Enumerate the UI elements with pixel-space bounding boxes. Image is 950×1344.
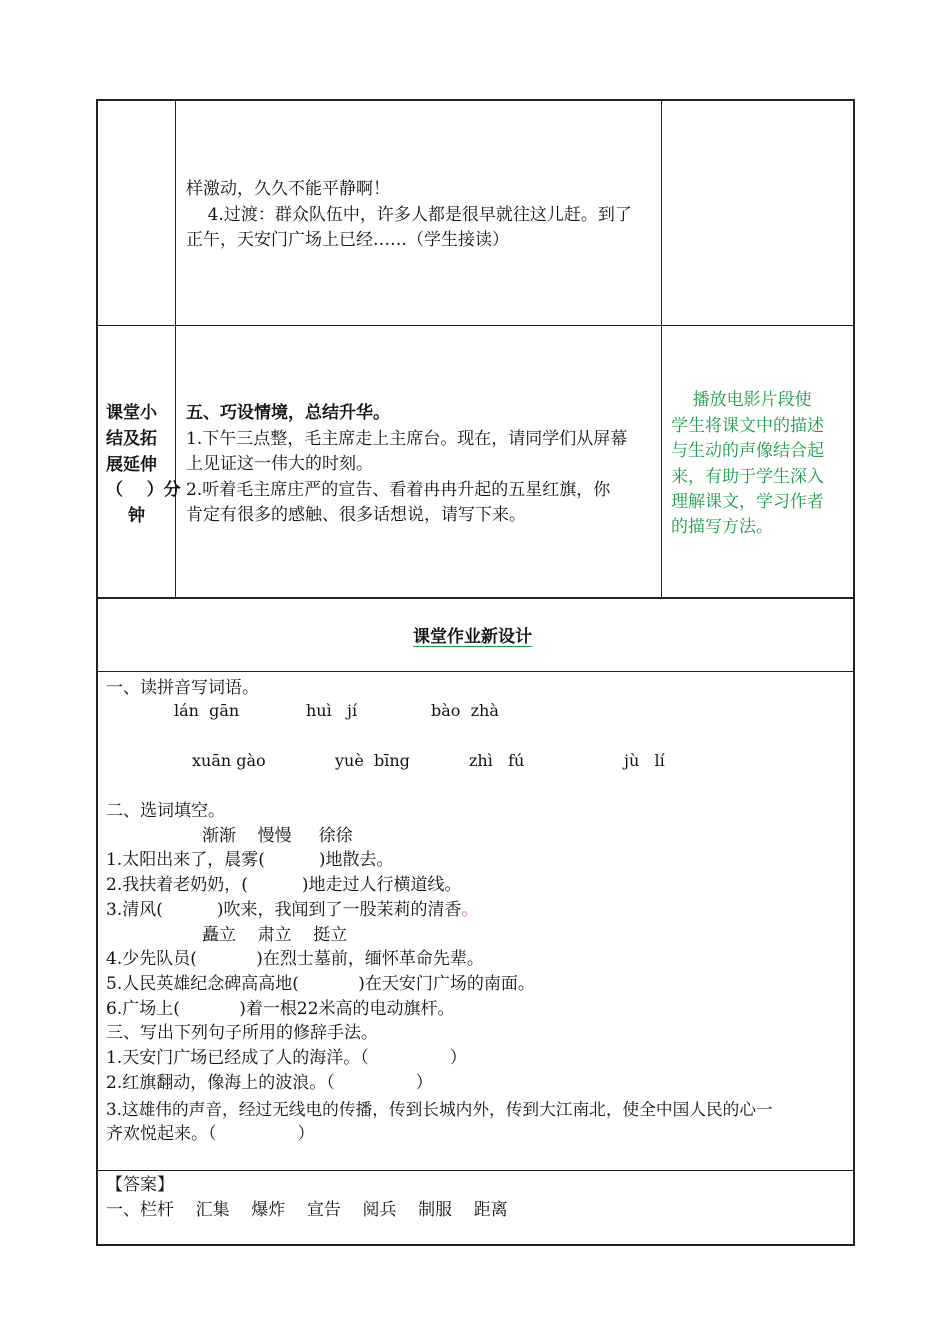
question-1: 1.太阳出来了，晨雾( )地散去。 bbox=[106, 850, 394, 870]
question-6: 6.广场上( )着一根22米高的电动旗杆。 bbox=[106, 999, 455, 1019]
row-divider-1 bbox=[96, 325, 855, 326]
column-divider-2 bbox=[661, 99, 662, 598]
section1-heading: 一、读拼音写词语。 bbox=[106, 678, 259, 698]
note-line-3: 与生动的声像结合起 bbox=[671, 441, 824, 461]
row2-label-line-2: 结及拓 bbox=[106, 429, 157, 449]
section3-heading: 三、写出下列句子所用的修辞手法。 bbox=[106, 1023, 378, 1043]
question-3-text: 3.清风( )吹来，我闻到了一股茉莉的清香 bbox=[106, 900, 462, 920]
row2-line-3: 2.听着毛主席庄严的宣告、看着冉冉升起的五星红旗，你 bbox=[186, 480, 611, 500]
pinyin-2: huì jí bbox=[306, 701, 358, 720]
word-choices-a: 渐渐 慢慢 徐徐 bbox=[202, 826, 353, 846]
pinyin-7: jù lí bbox=[624, 751, 665, 770]
question-3-end: 。 bbox=[461, 900, 479, 920]
answers-line-1: 一、栏杆 汇集 爆炸 宣告 阅兵 制服 距离 bbox=[106, 1200, 508, 1220]
pinyin-3: bào zhà bbox=[431, 701, 499, 720]
table-border-left bbox=[96, 99, 98, 1246]
row2-label-line-1: 课堂小 bbox=[106, 403, 157, 423]
pinyin-6: zhì fú bbox=[469, 751, 525, 770]
row-divider-2 bbox=[96, 597, 855, 599]
row1-line-1: 样激动，久久不能平静啊！ bbox=[186, 179, 390, 199]
rhetoric-1: 1.天安门广场已经成了人的海洋。（ ） bbox=[106, 1048, 467, 1068]
answers-heading: 【答案】 bbox=[106, 1175, 174, 1195]
question-4: 4.少先队员( )在烈士墓前，缅怀革命先辈。 bbox=[106, 949, 484, 969]
row2-line-2: 上见证这一伟大的时刻。 bbox=[186, 454, 373, 474]
pinyin-1: lán gān bbox=[174, 701, 240, 720]
column-divider-1 bbox=[175, 99, 176, 598]
note-line-5: 理解课文，学习作者 bbox=[671, 492, 824, 512]
row2-label-line-5: 钟 bbox=[128, 506, 145, 526]
rhetoric-2: 2.红旗翻动，像海上的波浪。（ ） bbox=[106, 1073, 433, 1093]
row1-line-3: 正午，天安门广场上已经……（学生接读） bbox=[186, 230, 509, 250]
question-5: 5.人民英雄纪念碑高高地( )在天安门广场的南面。 bbox=[106, 974, 535, 994]
row2-label-line-3: 展延伸 bbox=[106, 455, 157, 475]
pinyin-5: yuè bīng bbox=[335, 751, 410, 770]
row-divider-4 bbox=[96, 1170, 855, 1171]
note-line-2: 学生将课文中的描述 bbox=[671, 416, 824, 436]
rhetoric-3-line-1: 3.这雄伟的声音，经过无线电的传播，传到长城内外，传到大江南北，使全中国人民的心一 bbox=[106, 1099, 773, 1119]
question-2: 2.我扶着老奶奶，( )地走过人行横道线。 bbox=[106, 875, 462, 895]
question-3 bbox=[106, 898, 479, 923]
row2-line-4: 肯定有很多的感触、很多话想说，请写下来。 bbox=[186, 505, 526, 525]
note-line-1: 播放电影片段使 bbox=[671, 390, 812, 410]
section2-heading: 二、选词填空。 bbox=[106, 801, 225, 821]
table-border-right bbox=[853, 99, 855, 1246]
note-line-6: 的描写方法。 bbox=[671, 517, 773, 537]
row2-line-1: 1.下午三点整，毛主席走上主席台。现在，请同学们从屏幕 bbox=[186, 429, 628, 449]
note-line-4: 来，有助于学生深入 bbox=[671, 467, 824, 487]
rhetoric-3-line-2: 齐欢悦起来。（ ） bbox=[106, 1124, 315, 1144]
table-border-top bbox=[96, 99, 855, 101]
homework-title: 课堂作业新设计 bbox=[413, 627, 532, 647]
row1-line-2: 4.过渡：群众队伍中，许多人都是很早就往这儿赶。到了 bbox=[186, 205, 632, 225]
row2-heading: 五、巧设情境，总结升华。 bbox=[186, 403, 390, 423]
row2-label-line-4: （ ）分 bbox=[106, 480, 181, 500]
row-divider-3 bbox=[96, 671, 855, 672]
table-border-bottom bbox=[96, 1244, 855, 1246]
word-choices-b: 矗立 肃立 挺立 bbox=[202, 925, 348, 945]
pinyin-4: xuān gào bbox=[192, 751, 266, 770]
